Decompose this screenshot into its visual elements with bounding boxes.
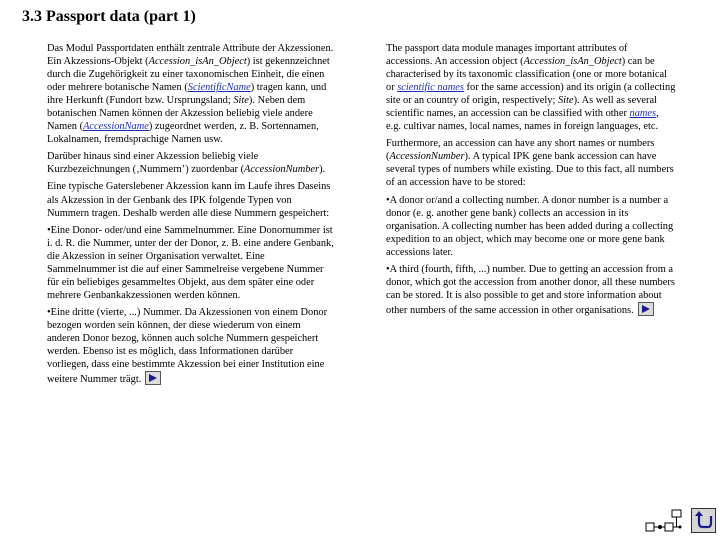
site-term: Site bbox=[557, 95, 574, 107]
object-term: Accession_isAn_Object bbox=[148, 56, 247, 68]
site-term: Site bbox=[233, 95, 249, 107]
german-bullet-1: •Eine Donor- oder/und eine Sammelnummer. Eine Donornummer ist i. d. R. die Nummer, unter der der Donor, z. B. eine andere Genbank, die Akzession in seiner Organisation verwaltet. Eine Sammelnummer ist die auf einer Sammelreise vergebene Nummer für ein beliebiges gesammeltes Objekt, aus dem später eine oder mehrere Genbankakzessionen werden können. bbox=[47, 224, 334, 301]
next-arrow-icon[interactable] bbox=[638, 302, 654, 316]
german-paragraph-1: Das Modul Passportdaten enthält zentrale Attribute der Akzessionen. Ein Akzessions-Objekt (Accession_isAn_Object) ist gekennzeichnet durch die Zugehörigkeit zu einer taxonomischen Einheit, die einen oder mehrere botanische Namen (ScientificName) tragen kann, und ihre Herkunft (Fundort bzw. Ursprungsland; Site). Neben dem botanischen Namen können der Akzession beliebig viele andere Namen (AccessionName) zugeordnet werden, z. B. Sortennamen, Lokalnamen, fremdsprachige Namen usw. bbox=[47, 43, 334, 146]
accession-number-term: AccessionNumber bbox=[244, 164, 320, 176]
english-paragraph-1: The passport data module manages important attributes of accessions. An accession object (Accession_isAn_Object) can be characterised by its taxonomic classification (one or more botanical or scientific names for the same accession) and its origin (a collecting site or an country of origin, respectively; Site). As well as several scientific names, an accession can be classified with other names, e.g. cultivar names, local names, names in foreign languages, etc. bbox=[386, 43, 676, 133]
next-arrow-icon[interactable] bbox=[145, 371, 161, 385]
german-bullet-2: •Eine dritte (vierte, ...) Nummer. Da Akzessionen von einem Donor bezogen worden sein können, der diese wiederum von einem anderen Donor bezog, können auch solche Nummern gespeichert werden. Ebenso ist es möglich, dass Informationen darüber vorliegen, dass eine bestimmte Akzession bei einer Institution eine weitere Nummer trägt. bbox=[47, 306, 328, 386]
navigation-diagram-icon[interactable] bbox=[644, 508, 686, 534]
return-button[interactable] bbox=[691, 508, 716, 533]
scientific-name-link[interactable]: ScientificName bbox=[187, 82, 251, 94]
german-column bbox=[47, 42, 335, 390]
german-paragraph-3: Eine typische Gaterslebener Akzession kann im Laufe ihres Daseins als Akzession in der Genbank des IPK folgende Typen von Nummern tragen. Deshalb werden alle diese Nummern gespeichert: bbox=[47, 181, 331, 219]
object-term: Accession_isAn_Object bbox=[523, 56, 622, 68]
return-arrow-icon bbox=[693, 510, 714, 531]
accession-number-term: AccessionNumber bbox=[389, 151, 465, 163]
english-bullet-1: •A donor or/and a collecting number. A donor number is a number a donor (e. g. another gene bank) collects an accession in its organisation. A collecting number has been added during a collecting expedition to an object, which may become one or more gene bank accessions later. bbox=[386, 194, 674, 258]
english-bullet-2: •A third (fourth, fifth, ...) number. Due to getting an accession from a donor, which got the accession from another donor, all these numbers can be stored. It is also possible to get and store information about other numbers of the same accession in other organisations. bbox=[386, 263, 675, 316]
german-paragraph-2: Darüber hinaus sind einer Akzession beliebig viele Kurzbezeichnungen (‚Nummern’) zuordenbar (AccessionNumber). bbox=[47, 151, 326, 176]
accession-name-link[interactable]: AccessionName bbox=[83, 121, 149, 133]
page-title: 3.3 Passport data (part 1) bbox=[22, 8, 196, 25]
scientific-names-link[interactable]: scientific names bbox=[397, 82, 464, 94]
english-paragraph-2: Furthermore, an accession can have any short names or numbers (AccessionNumber). A typical IPK gene bank accession can have several types of numbers while existing. Due to this fact, all numbers of an accession have to be stored: bbox=[386, 138, 674, 189]
english-column bbox=[386, 42, 676, 321]
names-link[interactable]: names bbox=[629, 108, 657, 120]
